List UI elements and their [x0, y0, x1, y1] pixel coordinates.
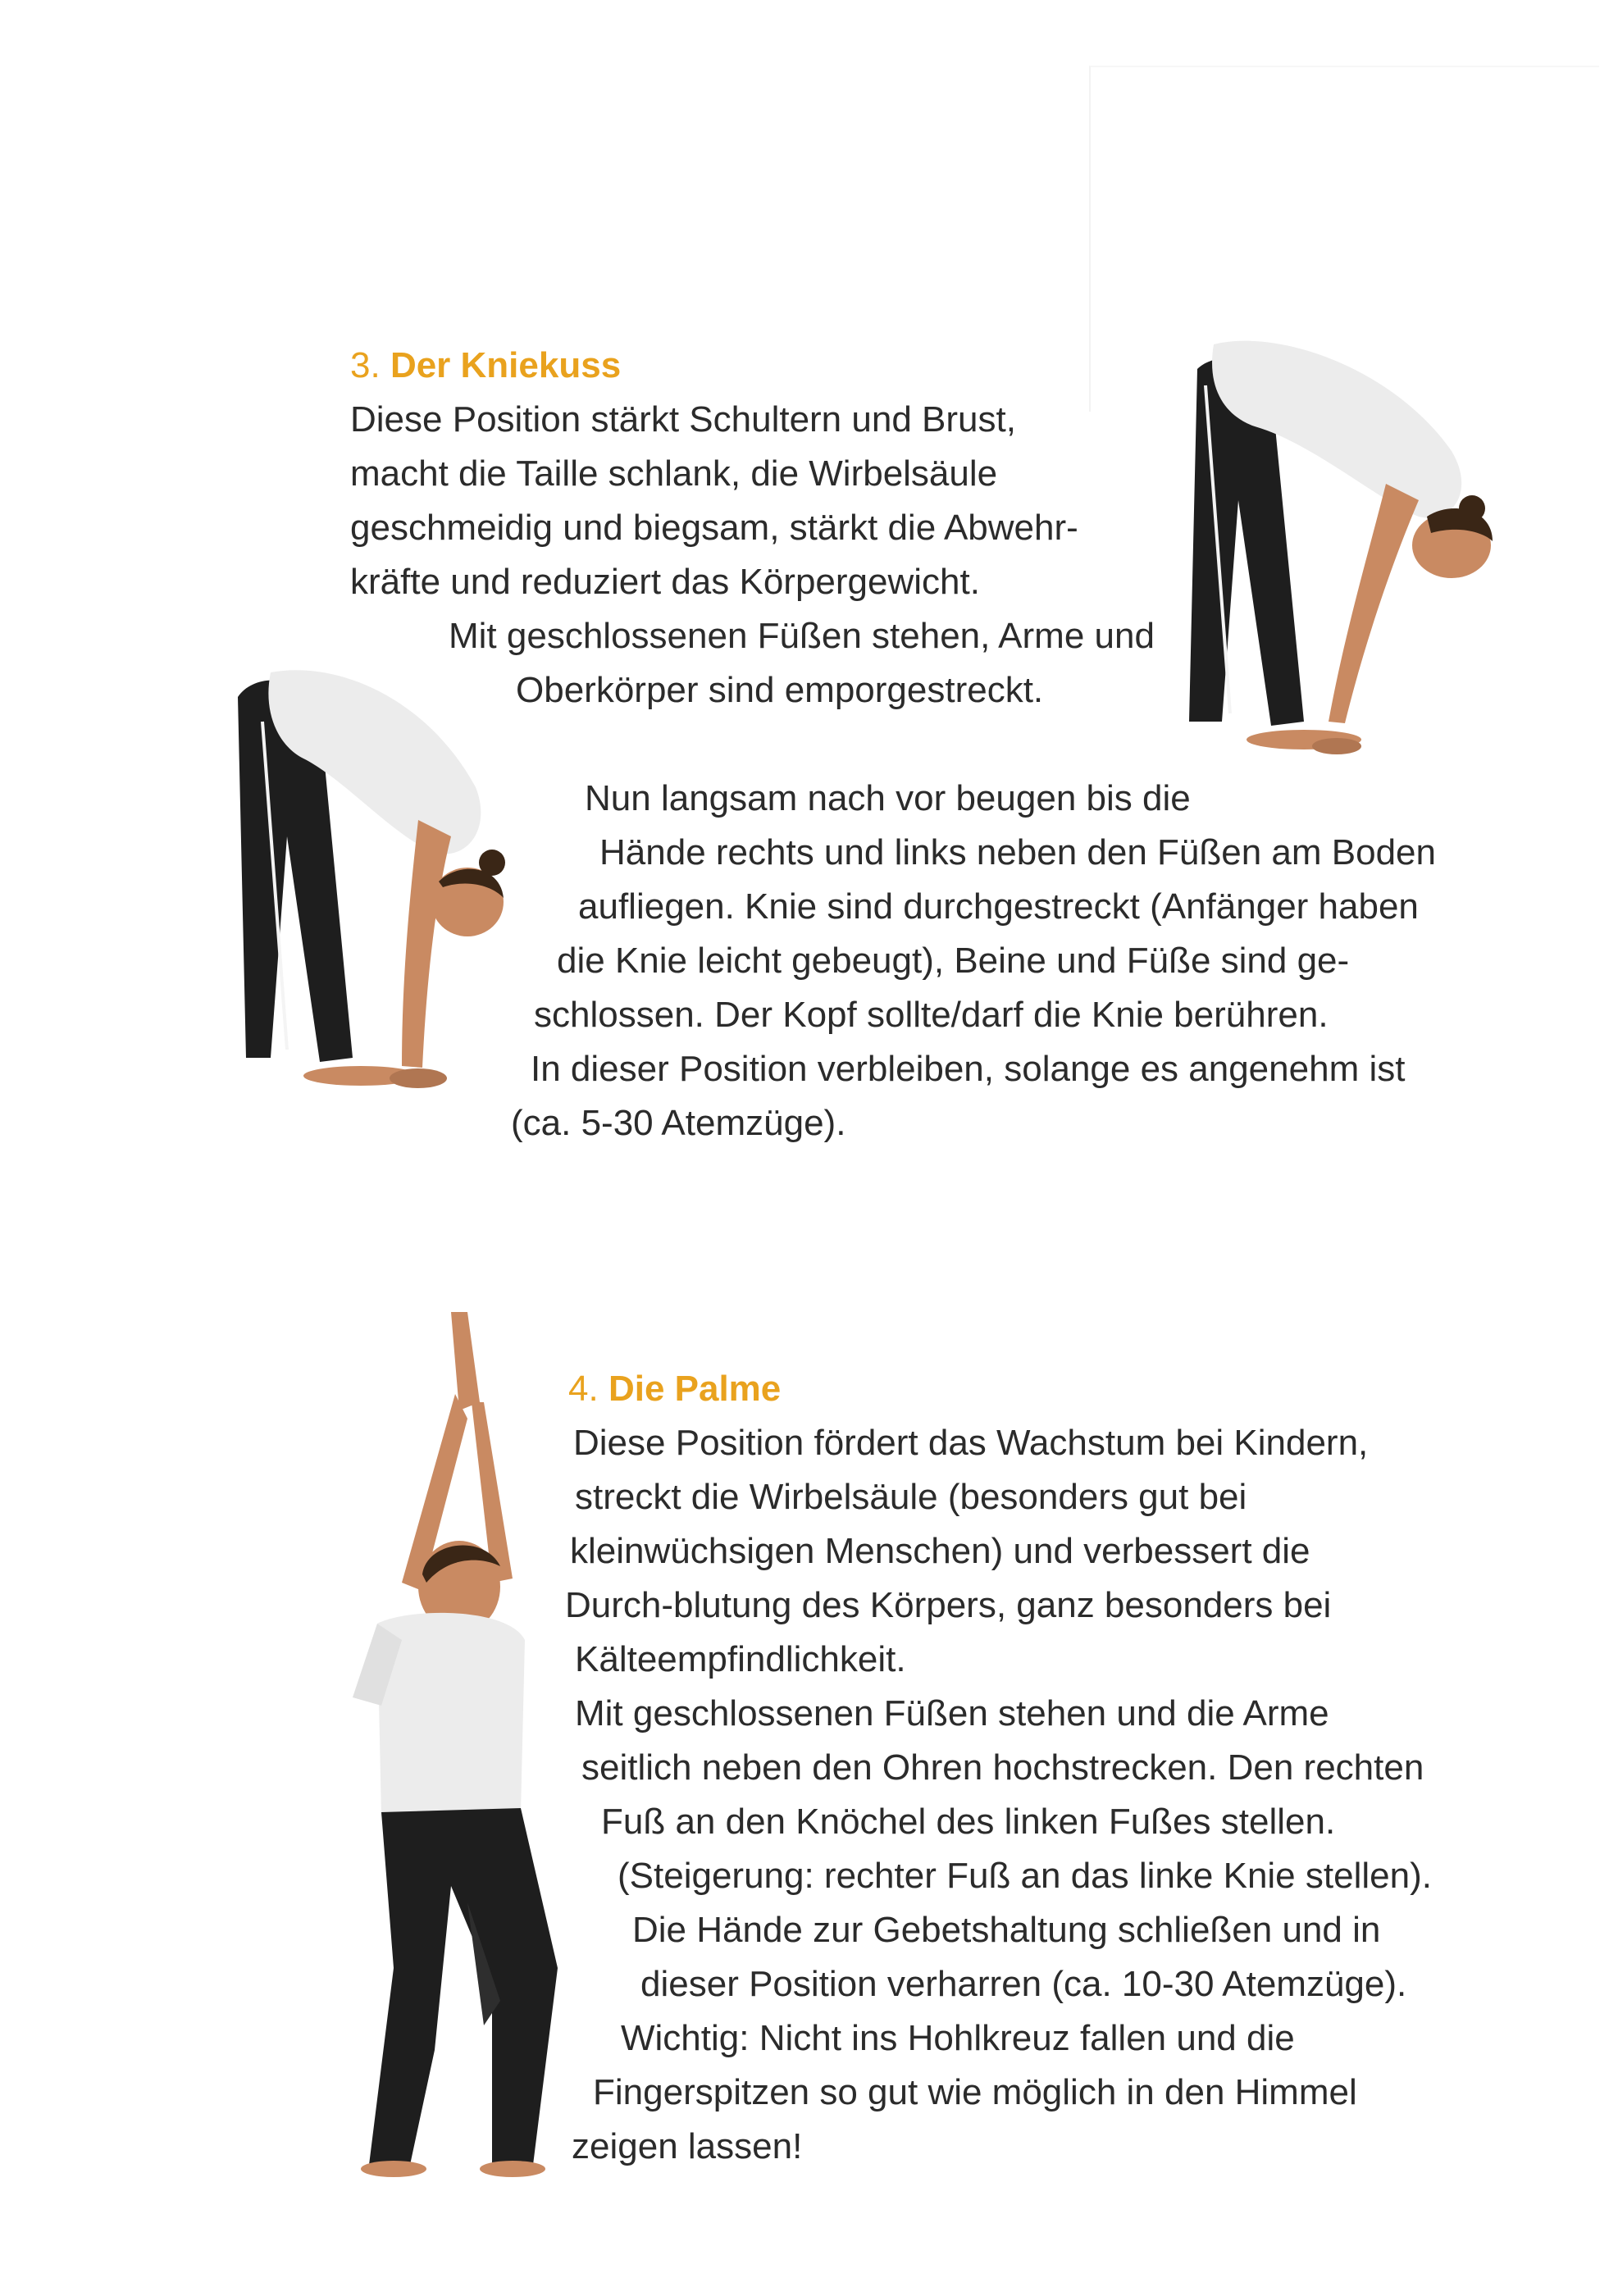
section3-line: die Knie leicht gebeugt), Beine und Füße sind ge- — [557, 941, 1350, 981]
section4-line: Die Hände zur Gebetshaltung schließen und in — [632, 1910, 1381, 1950]
section4-title: Die Palme — [608, 1369, 782, 1409]
section4-line: seitlich neben den Ohren hochstrecken. Den rechten — [581, 1747, 1424, 1788]
section4-line: Kälteempfindlichkeit. — [575, 1639, 906, 1679]
section3-line: Hände rechts und links neben den Füßen am Boden — [599, 832, 1436, 872]
section3-line: schlossen. Der Kopf sollte/darf die Knie berühren. — [534, 995, 1329, 1035]
section3-line: In dieser Position verbleiben, solange es angenehm ist — [531, 1049, 1406, 1089]
section4-line: Mit geschlossenen Füßen stehen und die Arme — [575, 1693, 1329, 1733]
section3-line: geschmeidig und biegsam, stärkt die Abwehr- — [350, 508, 1078, 548]
section3-number: 3. — [350, 345, 381, 385]
section4-line: zeigen lassen! — [572, 2126, 803, 2166]
section4-line: Fingerspitzen so gut wie möglich in den Himmel — [593, 2072, 1357, 2112]
section3-title: Der Kniekuss — [390, 345, 622, 385]
section4-line: Durch-blutung des Körpers, ganz besonders bei — [565, 1585, 1332, 1625]
forward-bend-photo-right — [1181, 336, 1525, 763]
section4-line: kleinwüchsigen Menschen) und verbessert die — [570, 1531, 1310, 1571]
section3-heading — [350, 343, 621, 389]
palm-pose-photo — [344, 1312, 574, 2181]
section3-line: Oberkörper sind emporgestreckt. — [516, 670, 1044, 710]
section4-line: Fuß an den Knöchel des linken Fußes stellen. — [601, 1802, 1336, 1842]
section3-line: kräfte und reduziert das Körpergewicht. — [350, 562, 980, 602]
section3-line: macht die Taille schlank, die Wirbelsäule — [350, 453, 998, 494]
section3-line: Mit geschlossenen Füßen stehen, Arme und — [449, 616, 1155, 656]
section4-line: streckt die Wirbelsäule (besonders gut bei — [575, 1477, 1247, 1517]
section4-line: (Steigerung: rechter Fuß an das linke Knie stellen). — [618, 1856, 1432, 1896]
section4-heading — [568, 1366, 781, 1412]
section4-line: Diese Position fördert das Wachstum bei Kindern, — [573, 1423, 1369, 1463]
section3-line: aufliegen. Knie sind durchgestreckt (Anfänger haben — [578, 886, 1419, 927]
forward-bend-photo-left — [230, 664, 508, 1091]
section3-line: Nun langsam nach vor beugen bis die — [585, 778, 1191, 818]
section4-line: dieser Position verharren (ca. 10-30 Atemzüge). — [640, 1964, 1407, 2004]
section4-number: 4. — [568, 1369, 599, 1409]
section3-line: Diese Position stärkt Schultern und Brust, — [350, 399, 1016, 440]
section3-line: (ca. 5-30 Atemzüge). — [511, 1103, 846, 1143]
section4-line: Wichtig: Nicht ins Hohlkreuz fallen und die — [621, 2018, 1295, 2058]
